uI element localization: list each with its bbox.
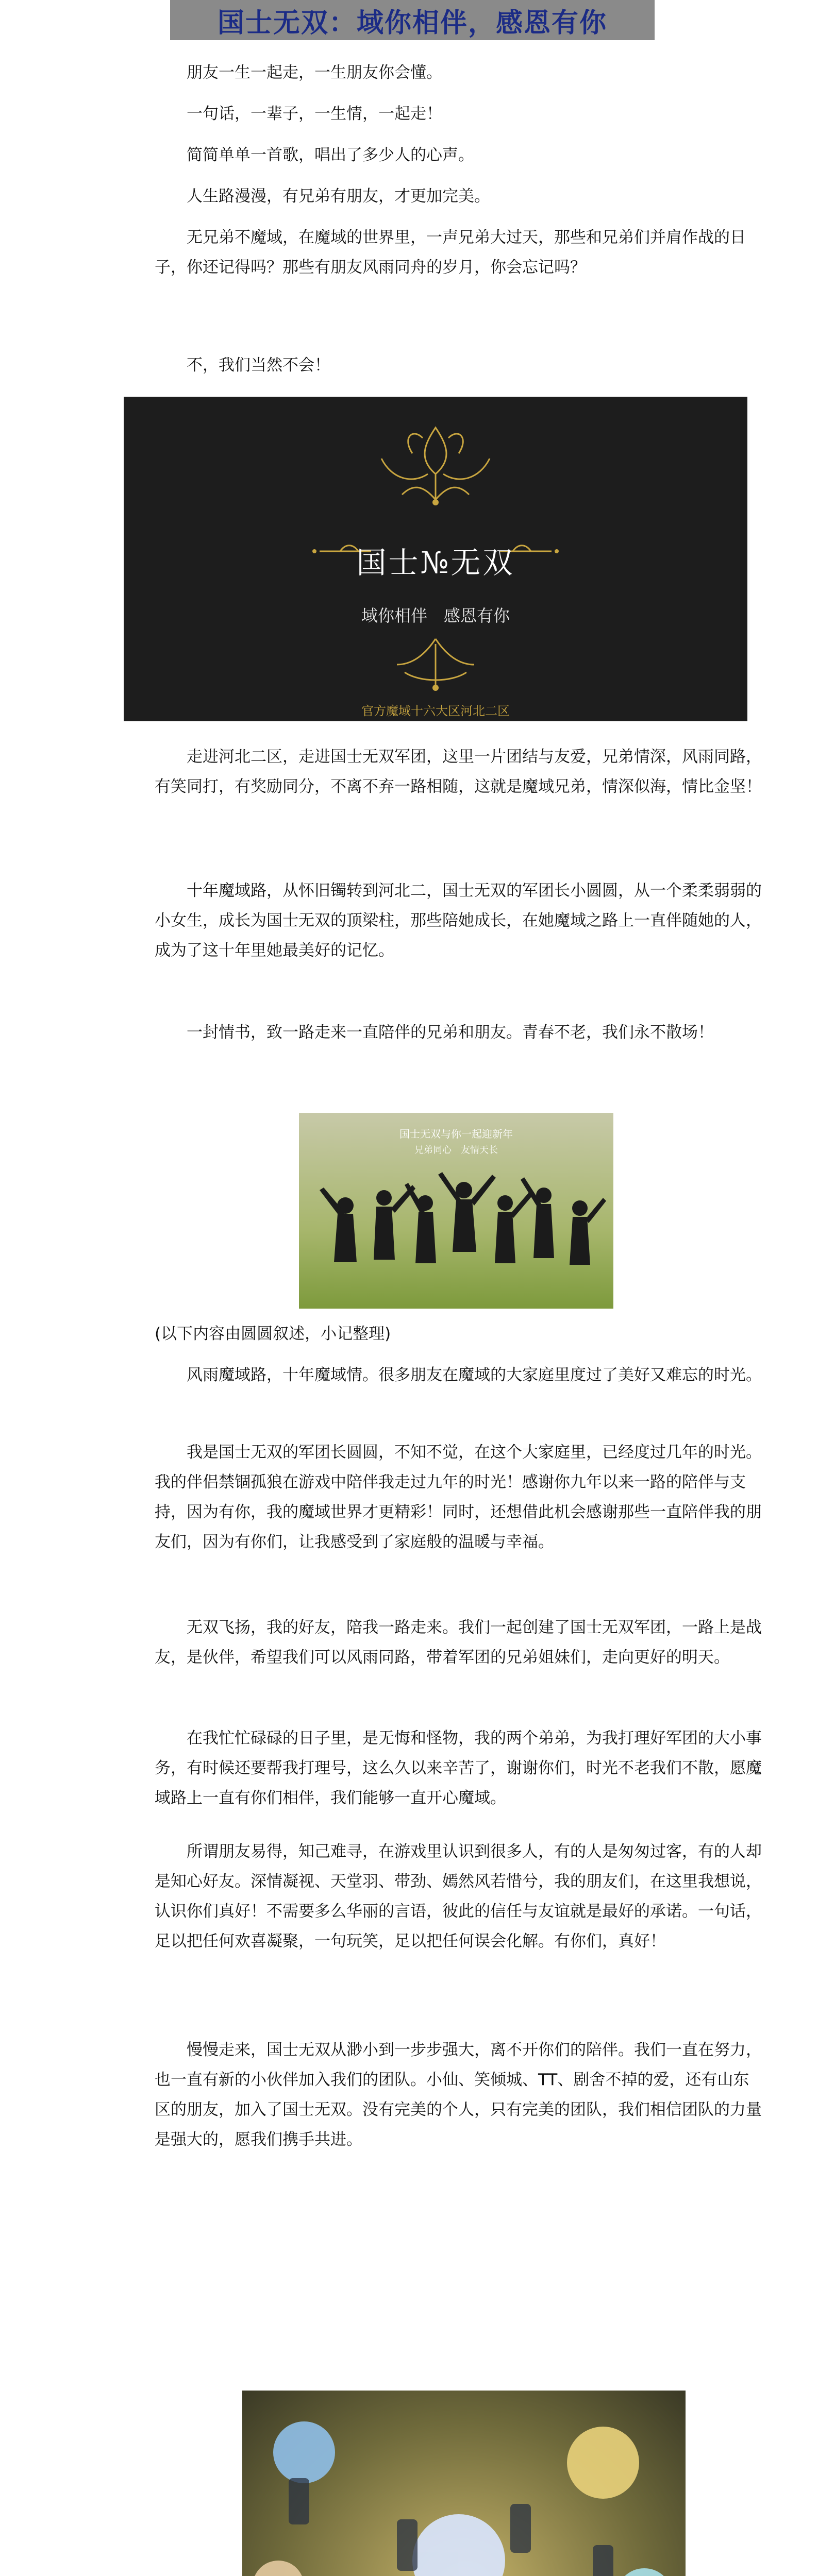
article-title: 国士无双：域你相伴，感恩有你 xyxy=(217,7,607,39)
photo-text-2: 兄弟同心 友情天长 xyxy=(414,1145,498,1156)
banner-footer: 官方魔域十六大区河北二区 xyxy=(361,704,510,718)
guild-banner xyxy=(124,397,747,721)
intro-paragraph: 简简单单一首歌，唱出了多少人的心声。 xyxy=(187,146,474,164)
section-paragraph: 慢慢走来，国士无双从渺小到一步步强大，离不开你们的陪伴。我们一直在努力，也一直有新的小伙伴加入我们的团队。小仙、笑倾城、TT、剧舍不掉的爱，还有山东区的朋友，加入了国士无双。没有完美的个人，只有完美的团队，我们相信团队的力量是强大的，愿我们携手共进。 xyxy=(155,2041,762,2149)
section-paragraph: 无双飞扬，我的好友，陪我一路走来。我们一起创建了国士无双军团，一路上是战友，是伙伴，希望我们可以风雨同路，带着军团的兄弟姐妹们，走向更好的明天。 xyxy=(155,1618,762,1667)
intro-paragraph: 一句话，一辈子，一生情，一起走！ xyxy=(187,105,442,123)
section-paragraph: 在我忙忙碌碌的日子里，是无悔和怪物，我的两个弟弟，为我打理好军团的大小事务，有时候还要帮我打理号，这么久以来辛苦了，谢谢你们，时光不老我们不散，愿魔域路上一直有你们相伴，我们能够一直开心魔域。 xyxy=(155,1729,762,1807)
intro-paragraph: 不，我们当然不会！ xyxy=(187,356,330,375)
banner-subtitle: 域你相伴 感恩有你 xyxy=(361,606,510,625)
photo-caption: (以下内容由圆圆叙述，小记整理) xyxy=(155,1325,391,1343)
section-paragraph: 走进河北二区，走进国士无双军团，这里一片团结与友爱，兄弟情深，风雨同路，有笑同打，有奖励同分，不离不弃一路相随，这就是魔域兄弟，情深似海，情比金坚！ xyxy=(155,748,762,796)
section-paragraph: 我是国士无双的军团长圆圆，不知不觉，在这个大家庭里，已经度过几年的时光。我的伴侣禁锢孤狼在游戏中陪伴我走过九年的时光！感谢你九年以来一路的陪伴与支持，因为有你，我的魔域世界才更精彩！同时，还想借此机会感谢那些一直陪伴我的朋友们，因为有你们，让我感受到了家庭般的温暖与幸福。 xyxy=(155,1443,762,1551)
article-title-bar xyxy=(170,0,655,40)
section-paragraph: 一封情书，致一路走来一直陪伴的兄弟和朋友。青春不老，我们永不散场！ xyxy=(187,1023,714,1042)
intro-paragraph: 无兄弟不魔域，在魔域的世界里，一声兄弟大过天，那些和兄弟们并肩作战的日子，你还记得吗？那些有朋友风雨同舟的岁月，你会忘记吗？ xyxy=(155,228,746,277)
photo-text-1: 国士无双与你一起迎新年 xyxy=(399,1128,513,1140)
game-screenshot xyxy=(242,2391,686,2576)
group-photo xyxy=(299,1113,613,1309)
silhouettes-icon xyxy=(299,1113,613,1309)
intro-paragraph: 人生路漫漫，有兄弟有朋友，才更加完美。 xyxy=(187,187,490,206)
section-paragraph: 风雨魔域路，十年魔域情。很多朋友在魔域的大家庭里度过了美好又难忘的时光。 xyxy=(187,1366,762,1384)
intro-paragraph: 朋友一生一起走，一生朋友你会懂。 xyxy=(187,63,442,82)
banner-title: 国士№无双 xyxy=(356,545,515,580)
section-paragraph: 十年魔域路，从怀旧镯转到河北二，国士无双的军团长小圆圆，从一个柔柔弱弱的小女生，成长为国士无双的顶梁柱，那些陪她成长，在她魔域之路上一直伴随她的人，成为了这十年里她最美好的记忆。 xyxy=(155,882,762,960)
game-scene-icon xyxy=(242,2391,686,2576)
section-paragraph: 所谓朋友易得，知己难寻，在游戏里认识到很多人，有的人是匆匆过客，有的人却是知心好友。深情凝视、天堂羽、带劲、嫣然风若惜兮，我的朋友们，在这里我想说，认识你们真好！不需要多么华丽的言语，彼此的信任与友谊就是最好的承诺。一句话，足以把任何欢喜凝聚，一句玩笑，足以把任何误会化解。有你们，真好！ xyxy=(155,1842,762,1951)
